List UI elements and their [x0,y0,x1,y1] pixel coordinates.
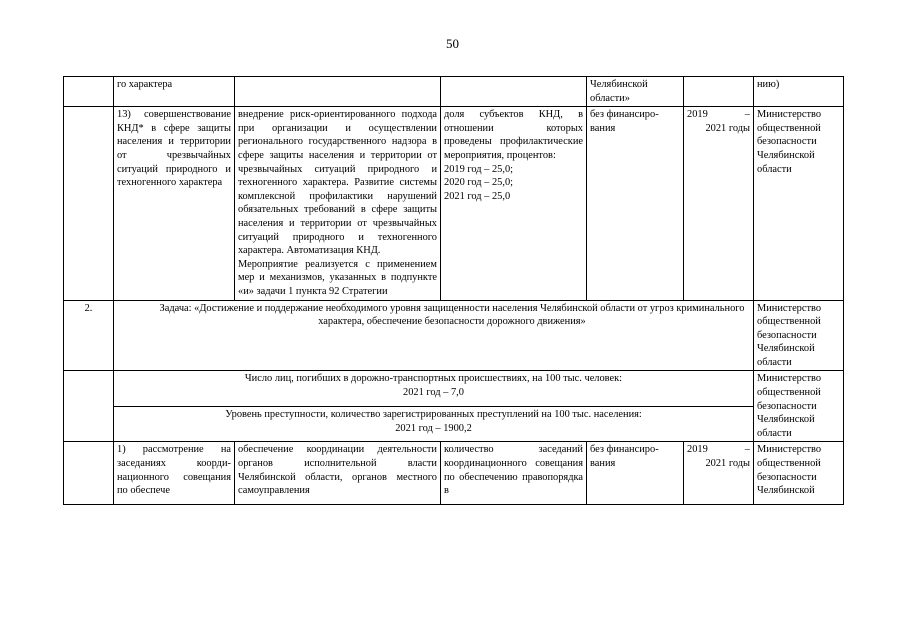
item-1-responsible: Министерство общественной безопасности Челябинской [757,444,822,497]
cell-responsible: Министерство общественной безопасности Челябинской области [754,371,844,442]
cell-funding: Челябинской области» [587,77,684,107]
cell-responsible: нию) [754,77,844,107]
target-1-line-1: Число лиц, погибших в дорожно-транспортных происшествиях, на 100 тыс. человек: [244,373,623,385]
cell-indicator [441,442,587,505]
cell-content [235,77,441,107]
table-row-task-2 [64,300,844,371]
table-row-continuation [64,77,844,107]
cell-name [114,442,235,505]
cell-num [64,107,114,300]
table-row-target-1 [64,371,844,406]
cell-name: 13) совершенствование КНД* в сфере защиты населения и территории от чрезвычайных ситуаций природного и техногенного характера [114,107,235,300]
table-row-target-2 [64,406,844,441]
cell-years [684,442,754,505]
target-2-line-1: Уровень преступности, количество зарегистрированных преступлений на 100 тыс. населения: [225,408,642,420]
table-row-item-1 [64,442,844,505]
indicator-text: доля субъектов КНД, в отношении которых проведены профилактические мероприятия, процентов: [444,109,583,161]
cell-responsible: Министерство общественной безопасности Челябинской области [754,300,844,371]
item-1-funding: без финансирования [590,444,659,470]
item-1-content: обеспечение координации деятельности органов исполнительной власти Челябинской области, органов местного самоуправления [238,444,437,497]
cell-funding [587,442,684,505]
cell-content [235,107,441,300]
strategy-table [63,76,844,505]
item-1-name: 1) рассмотрение на заседаниях координационного совещания по обеспече [117,444,231,497]
target-1-line-2: 2021 год – 7,0 [403,387,464,399]
cell-task-text: Задача: «Достижение и поддержание необходимого уровня защищенности населения Челябинской области от угроз криминального характера, обеспечение безопасности дорожного движения» [114,300,754,371]
cell-indicator [441,107,587,300]
item-1-indicator: количество заседаний координационного совещания по обеспечению правопорядка в [444,444,583,497]
cell-target-1 [114,371,754,406]
cell-name: го характера [114,77,235,107]
indicator-2019: 2019 год – 25,0; [444,163,514,175]
cell-num [64,371,114,442]
cell-responsible: Министерство общественной безопасности Челябинской области [754,107,844,300]
cell-num: 2. [64,300,114,371]
cell-responsible [754,442,844,505]
cell-content [235,442,441,505]
cell-num [64,442,114,505]
years-start: 2019 – [687,109,750,121]
page-number: 50 [446,36,459,51]
content-paragraph-2: Мероприятие реализуется с применением мер и механизмов, указанных в подпункте «и» задачи 1 пункта 92 Стратегии [238,258,437,297]
indicator-2020: 2020 год – 25,0; [444,177,514,189]
content-paragraph-1: внедрение риск-ориентированного подхода при организации и осуществлении регионального государственного надзора в сфере защиты населения и территории от чрезвычайных ситуаций природного и техногенного характера. Развитие системы комплексной профилактики нарушений обязательных требований в сфере защиты населения и территории от чрезвычайных ситуаций природного и техногенного характера. Автоматизация КНД. [238,109,437,257]
cell-years [684,77,754,107]
years-end: 2021 годы [705,122,750,134]
cell-years [684,107,754,300]
cell-indicator [441,77,587,107]
table-row-item-13 [64,107,844,300]
cell-num [64,77,114,107]
years-end: 2021 годы [705,458,750,470]
cell-funding: без финансирования [587,107,684,300]
years-start: 2019 – [687,444,750,456]
indicator-2021: 2021 год – 25,0 [444,190,511,202]
cell-target-2 [114,406,754,441]
target-2-line-2: 2021 год – 1900,2 [395,422,472,434]
